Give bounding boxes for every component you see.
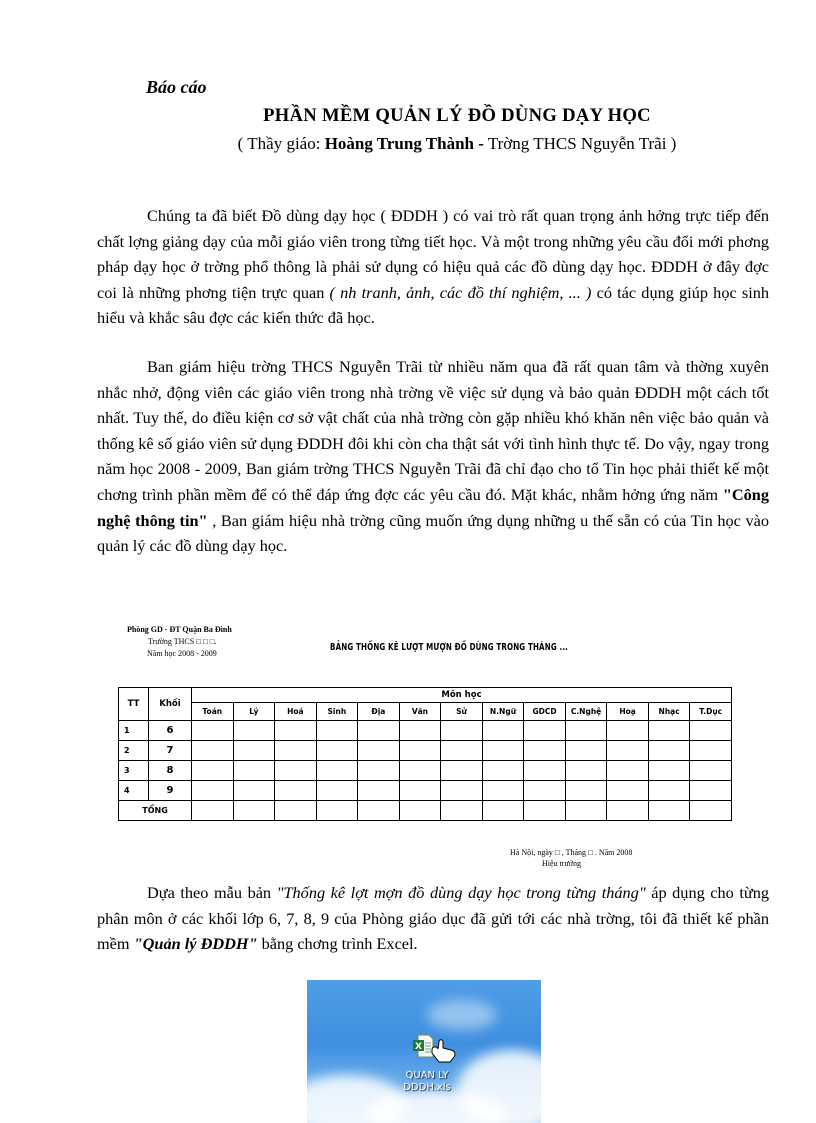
- paragraph-3: [97, 880, 769, 957]
- table-cell: [482, 781, 524, 801]
- para1-text-a: Chúng ta đã biết Đồ dùng dạy học ( ĐDDH ) có vai trò rất quan trọng ảnh hởng trực tiếp đến chất lợng giảng dạy của mỗi giáo viên trong từng tiết học. Và một trong những yêu cầu đổi mới phơng pháp dạy học ở trờng phổ thông là phải sử dụng có hiệu quả các đồ dùng dạy học. ĐDDH ở đây đợc coi là những phơng tiện trực quan: [97, 206, 769, 302]
- subject-header: Văn: [399, 703, 441, 721]
- table-cell: [565, 721, 607, 741]
- table-cell: [441, 741, 483, 761]
- table-cell: [192, 761, 234, 781]
- subject-header: Địa: [358, 703, 400, 721]
- table-cell: [607, 761, 649, 781]
- table-cell: [524, 741, 566, 761]
- header-tt: TT: [119, 688, 149, 721]
- table-cell: [648, 781, 690, 801]
- header-khoi: Khối: [149, 688, 192, 721]
- table-cell: [275, 741, 317, 761]
- table-cell: [275, 761, 317, 781]
- table-cell: [233, 721, 275, 741]
- statistics-table: [118, 687, 732, 821]
- table-cell: [399, 781, 441, 801]
- table-cell: [233, 741, 275, 761]
- table-cell: [690, 741, 732, 761]
- table-cell: [399, 721, 441, 741]
- para1-italic-examples: ( nh tranh, ảnh, các đồ thí nghiệm, ... ): [329, 282, 592, 302]
- file-label[interactable]: [387, 1070, 467, 1094]
- paragraph-1: [97, 203, 769, 331]
- subject-header: GDCD: [524, 703, 566, 721]
- table-row: [119, 761, 732, 781]
- report-label: Báo cáo: [146, 77, 207, 97]
- row-tt: 3: [119, 761, 149, 781]
- table-cell: [192, 781, 234, 801]
- table-cell: [399, 761, 441, 781]
- table-cell: [233, 761, 275, 781]
- table-cell: [482, 761, 524, 781]
- form-title: BẢNG THỐNG KÊ LƯỢT MƯỢN ĐỒ DÙNG TRONG THÁNG ...: [330, 642, 569, 653]
- table-cell: [316, 761, 358, 781]
- table-cell: [441, 721, 483, 741]
- total-label: TỔNG: [119, 801, 192, 821]
- table-row: [119, 741, 732, 761]
- file-label-line-1: QUAN LY: [405, 1070, 449, 1081]
- table-cell: [565, 781, 607, 801]
- table-cell: [275, 721, 317, 741]
- mouse-pointer-icon: [429, 1038, 459, 1064]
- table-cell: [690, 781, 732, 801]
- table-cell: [524, 721, 566, 741]
- table-cell: [607, 721, 649, 741]
- document-title: PHẦN MỀM QUẢN LÝ ĐỒ DÙNG DẠY HỌC: [263, 105, 651, 126]
- subject-header: Hoá: [275, 703, 317, 721]
- para3-software-name: "Quản lý ĐDDH": [133, 934, 258, 954]
- para3-text-a: Dựa theo mẫu bản: [147, 883, 277, 902]
- form-school-year: Năm học 2008 - 2009: [147, 649, 217, 658]
- table-cell: [524, 781, 566, 801]
- table-cell: [358, 741, 400, 761]
- table-cell: [607, 781, 649, 801]
- row-khoi: 7: [149, 741, 192, 761]
- table-cell: [192, 741, 234, 761]
- subtitle-suffix: Trờng THCS Nguyễn Trãi ): [483, 134, 677, 153]
- subject-header: Sử: [441, 703, 483, 721]
- table-cell: [648, 741, 690, 761]
- table-row: [119, 781, 732, 801]
- table-cell: [316, 741, 358, 761]
- table-cell: [233, 781, 275, 801]
- table-cell: [192, 721, 234, 741]
- row-tt: 2: [119, 741, 149, 761]
- subject-header: N.Ngữ: [482, 703, 524, 721]
- table-cell: [441, 761, 483, 781]
- subtitle-prefix: ( Thầy giáo:: [237, 134, 325, 153]
- subject-header: Hoạ: [607, 703, 649, 721]
- table-cell: [399, 741, 441, 761]
- form-org-name: Phòng GD - ĐT Quận Ba Đình: [127, 625, 232, 634]
- row-tt: 1: [119, 721, 149, 741]
- header-mon-hoc: Môn học: [192, 688, 732, 703]
- para1-text-b: có tác dụng giúp học sinh hiểu và khắc sâu đợc các kiến thức đã học.: [97, 282, 770, 328]
- row-tt: 4: [119, 781, 149, 801]
- table-cell: [690, 761, 732, 781]
- table-cell: [648, 761, 690, 781]
- subject-header: C.Nghệ: [565, 703, 607, 721]
- table-cell: [648, 721, 690, 741]
- para3-italic-title: "Thống kê lợt mợn đồ dùng dạy học trong từng tháng": [276, 883, 646, 902]
- table-cell: [358, 761, 400, 781]
- author-name: Hoàng Trung Thành -: [324, 134, 484, 153]
- form-school-name: Trường THCS □ □ □.: [148, 637, 217, 646]
- para2-bold-phrase: "Công nghệ thông tin": [97, 484, 769, 530]
- row-khoi: 6: [149, 721, 192, 741]
- subject-header: T.Dục: [690, 703, 732, 721]
- table-cell: [358, 781, 400, 801]
- document-subtitle: [0, 134, 816, 154]
- table-cell: [565, 741, 607, 761]
- subject-header: Sinh: [316, 703, 358, 721]
- table-cell: [482, 721, 524, 741]
- subject-header: Toán: [192, 703, 234, 721]
- file-label-line-2: DDDH.xls: [403, 1082, 451, 1093]
- table-cell: [565, 761, 607, 781]
- form-date-line: Hà Nội, ngày □ , Tháng □ . Năm 2008: [510, 848, 633, 857]
- table-cell: [607, 741, 649, 761]
- svg-text:X: X: [415, 1042, 422, 1052]
- para3-text-b: áp dụng cho từng phân môn ở các khối lớp 6, 7, 8, 9 của Phòng giáo dục đã gửi tới các nhà trờng, tôi đã thiết kế phần mềm: [97, 883, 769, 954]
- subject-header: Nhạc: [648, 703, 690, 721]
- table-cell: [275, 781, 317, 801]
- table-cell: [690, 721, 732, 741]
- subject-header: Lý: [233, 703, 275, 721]
- para2-text-b: , Ban giám hiệu nhà trờng cũng muốn ứng dụng những u thế sẵn có của Tin học vào quản lý các đồ dùng dạy học.: [97, 510, 769, 556]
- desktop-screenshot: [307, 980, 541, 1123]
- table-cell: [358, 721, 400, 741]
- table-cell: [316, 721, 358, 741]
- table-cell: [316, 781, 358, 801]
- para2-text-a: Ban giám hiệu trờng THCS Nguyễn Trãi từ nhiều năm qua đã rất quan tâm và thờng xuyên nhắc nhở, động viên các giáo viên trong nhà trờng về việc sử dụng và bảo quản ĐDDH một cách tốt nhất. Tuy thế, do điều kiện cơ sở vật chất của nhà trờng còn gặp nhiều khó khăn nên việc bảo quản và thống kê số giáo viên sử dụng ĐDDH đôi khi còn cha thật sát với tình hình thực tế. Do vậy, ngay trong năm học 2008 - 2009, Ban giám trờng THCS Nguyễn Trãi đã chỉ đạo cho tổ Tin học phải thiết kế một chơng trình phần mềm để có thể đáp ứng đợc các yêu cầu đó. Mặt khác, nhằm hởng ứng năm: [97, 357, 769, 504]
- para3-text-c: bằng chơng trình Excel.: [257, 934, 418, 954]
- paragraph-2: [97, 354, 769, 559]
- table-row: [119, 721, 732, 741]
- table-cell: [441, 781, 483, 801]
- row-khoi: 8: [149, 761, 192, 781]
- row-khoi: 9: [149, 781, 192, 801]
- form-signer: Hiệu trưởng: [542, 859, 582, 868]
- table-cell: [482, 741, 524, 761]
- table-cell: [524, 761, 566, 781]
